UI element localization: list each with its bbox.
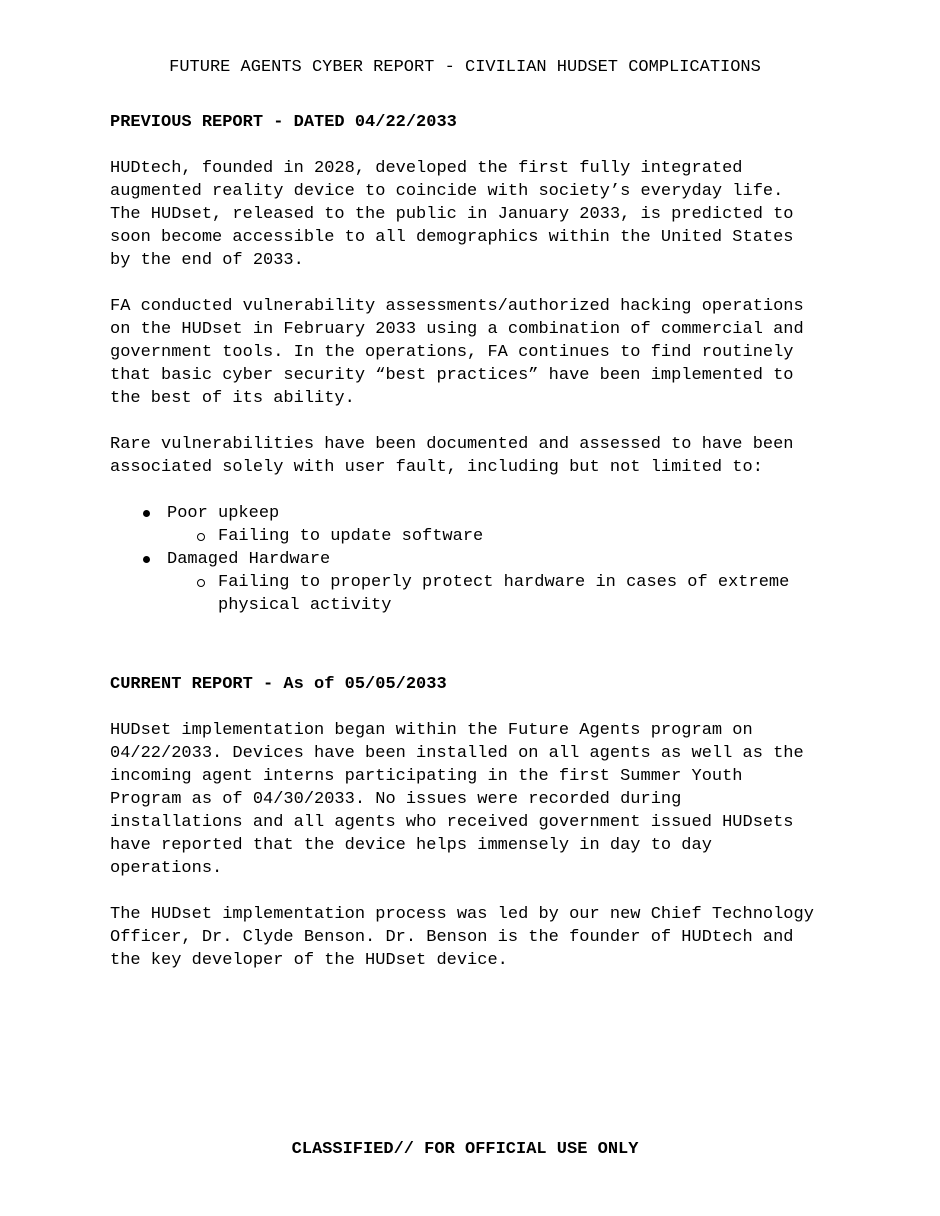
- section-heading-current-report: CURRENT REPORT - As of 05/05/2033: [110, 675, 447, 694]
- bullet-item: [110, 502, 820, 525]
- paragraph: HUDset implementation began within the Future Agents program on 04/22/2033. Devices have been installed on all agents as well as the incoming agent interns participating in the first Summer Youth Program as of 04/30/2033. No issues were recorded during installations and all agents who received government issued HUDsets have reported that the device helps immensely in day to day operations.: [110, 721, 804, 878]
- section-heading-previous-report: PREVIOUS REPORT - DATED 04/22/2033: [110, 113, 457, 132]
- paragraph: HUDtech, founded in 2028, developed the first fully integrated augmented reality device to coincide with society’s everyday life. The HUDset, released to the public in January 2033, is predicted to soon become accessible to all demographics within the United States by the end of 2033.: [110, 159, 794, 270]
- paragraph: The HUDset implementation process was led by our new Chief Technology Officer, Dr. Clyde Benson. Dr. Benson is the founder of HUDtech and the key developer of the HUDset device.: [110, 905, 814, 970]
- document-body: [110, 56, 820, 995]
- vulnerability-list: [110, 502, 820, 617]
- page-title: FUTURE AGENTS CYBER REPORT - CIVILIAN HUDSET COMPLICATIONS: [169, 58, 761, 77]
- filled-bullet-icon: [143, 510, 150, 517]
- paragraph: FA conducted vulnerability assessments/authorized hacking operations on the HUDset in February 2033 using a combination of commercial and government tools. In the operations, FA continues to find routinely that basic cyber security “best practices” have been implemented to the best of its ability.: [110, 297, 804, 408]
- bullet-item: [110, 548, 820, 571]
- sub-bullet-item-label: Failing to properly protect hardware in cases of extreme physical activity: [218, 573, 790, 615]
- bullet-item-label: Damaged Hardware: [167, 550, 331, 569]
- hollow-bullet-icon: [197, 579, 205, 587]
- paragraph: Rare vulnerabilities have been documented and assessed to have been associated solely with user fault, including but not limited to:: [110, 435, 794, 477]
- classification-banner: CLASSIFIED// FOR OFFICIAL USE ONLY: [291, 1140, 639, 1159]
- filled-bullet-icon: [143, 556, 150, 563]
- hollow-bullet-icon: [197, 533, 205, 541]
- sub-bullet-item: [110, 525, 820, 548]
- bullet-item-label: Poor upkeep: [167, 504, 280, 523]
- sub-bullet-item: [110, 571, 820, 617]
- sub-bullet-item-label: Failing to update software: [218, 527, 484, 546]
